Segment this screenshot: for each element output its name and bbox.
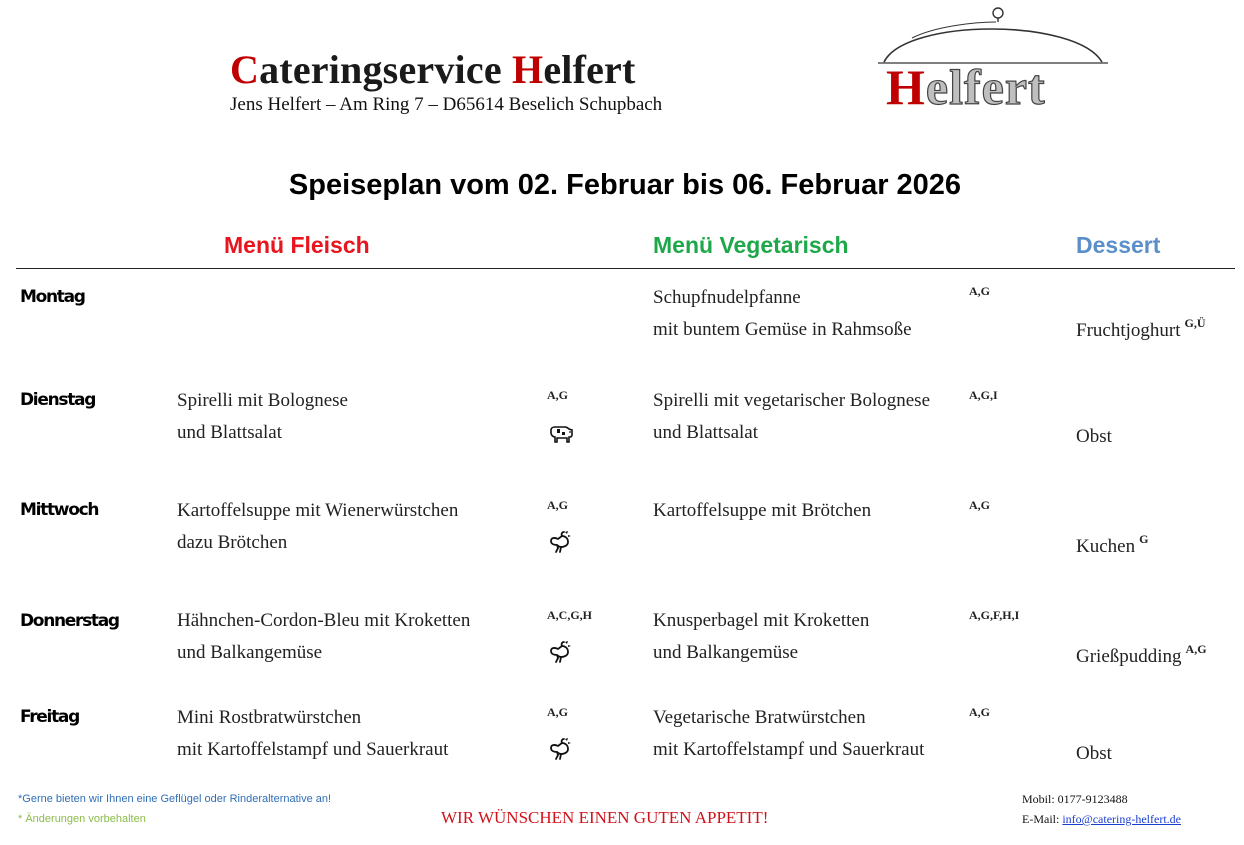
column-header-dessert: Dessert [1076,232,1161,258]
veg-allergens-mittwoch: A,G [969,498,990,512]
meat-dish-line-2: und Balkangemüse [177,642,323,663]
day-label-freitag: Freitag [20,707,79,727]
veg-dish-line-2: und Balkangemüse [653,642,799,663]
dessert-name: Kuchen [1076,536,1136,557]
email-label: E-Mail: [1022,812,1063,826]
veg-allergens-donnerstag: A,G,F,H,I [969,608,1020,622]
company-initial-c: C [230,47,260,92]
veg-dish-donnerstag [653,605,869,669]
veg-dish-dienstag [653,385,930,449]
veg-dish-line-2: und Blattsalat [653,422,759,443]
meat-dish-line-1: Hähnchen-Cordon-Bleu mit Kroketten [177,610,471,631]
header-divider [16,268,1235,269]
company-address: Jens Helfert – Am Ring 7 – D65614 Beselich Schupbach [230,94,663,115]
meat-dish-line-2: dazu Brötchen [177,532,288,553]
meat-allergens-donnerstag: A,C,G,H [547,608,592,622]
page-title: Speiseplan vom 02. Februar bis 06. Februar 2026 [288,169,962,201]
veg-dish-freitag [653,702,924,766]
meat-allergens-dienstag: A,G [547,388,568,402]
meat-dish-freitag [177,702,448,766]
cow-icon [548,421,574,447]
dessert-allergens: G [1139,532,1149,546]
dessert-name: Grießpudding [1076,646,1182,667]
veg-dish-line-1: Vegetarische Bratwürstchen [653,707,866,728]
helfert-logo [876,0,1116,115]
veg-dish-line-1: Knusperbagel mit Kroketten [653,610,870,631]
dessert-dienstag [1076,422,1116,448]
logo-rest: elfert [925,59,1046,115]
day-label-montag: Montag [20,287,85,307]
dessert-allergens: G,Ü [1184,316,1206,330]
veg-dish-line-1: Kartoffelsuppe mit Brötchen [653,500,872,521]
meat-dish-line-1: Mini Rostbratwürstchen [177,707,362,728]
email-link[interactable]: info@catering-helfert.de [1062,812,1181,826]
dessert-name: Obst [1076,743,1112,764]
footnote-alternative: *Gerne bieten wir Ihnen eine Geflügel oder Rinderalternative an! [18,793,332,805]
company-name-part-2: elfert [543,47,636,92]
veg-dish-montag [653,282,912,346]
day-label-dienstag: Dienstag [20,390,96,410]
chicken-icon [548,529,574,555]
company-name [230,46,636,93]
column-header-vegetarisch: Menü Vegetarisch [653,232,849,258]
company-initial-h: H [511,47,544,92]
veg-dish-line-1: Schupfnudelpfanne [653,287,801,308]
meat-dish-donnerstag [177,605,470,669]
meat-dish-line-1: Spirelli mit Bolognese [177,390,348,411]
chicken-icon [548,639,574,665]
column-header-fleisch: Menü Fleisch [224,232,370,258]
veg-dish-line-2: mit Kartoffelstampf und Sauerkraut [653,739,925,760]
chicken-icon [548,736,574,762]
veg-allergens-dienstag: A,G,I [969,388,998,402]
meat-dish-mittwoch [177,495,458,559]
dessert-name: Fruchtjoghurt [1076,320,1181,341]
logo-wordmark [886,58,1046,116]
meat-dish-line-1: Kartoffelsuppe mit Wienerwürstchen [177,500,459,521]
company-name-part-1: ateringservice [259,47,512,92]
dessert-name: Obst [1076,426,1112,447]
footnote-changes: * Änderungen vorbehalten [18,813,146,825]
meat-dish-line-2: und Blattsalat [177,422,283,443]
logo-initial: H [886,59,926,115]
dessert-mittwoch [1076,532,1148,558]
dessert-donnerstag [1076,642,1207,668]
meat-dish-dienstag [177,385,348,449]
contact-email [1022,812,1181,827]
veg-dish-mittwoch [653,495,871,527]
dessert-freitag [1076,739,1116,765]
veg-dish-line-1: Spirelli mit vegetarischer Bolognese [653,390,931,411]
meat-allergens-freitag: A,G [547,705,568,719]
appetit-message: WIR WÜNSCHEN EINEN GUTEN APPETIT! [441,808,769,827]
dessert-montag [1076,316,1206,342]
meat-allergens-mittwoch: A,G [547,498,568,512]
meat-dish-line-2: mit Kartoffelstampf und Sauerkraut [177,739,449,760]
day-label-mittwoch: Mittwoch [20,500,99,520]
dessert-allergens: A,G [1185,642,1207,656]
veg-allergens-montag: A,G [969,284,990,298]
veg-allergens-freitag: A,G [969,705,990,719]
day-label-donnerstag: Donnerstag [20,611,119,631]
veg-dish-line-2: mit buntem Gemüse in Rahmsoße [653,319,912,340]
contact-mobile: Mobil: 0177-9123488 [1022,792,1128,806]
